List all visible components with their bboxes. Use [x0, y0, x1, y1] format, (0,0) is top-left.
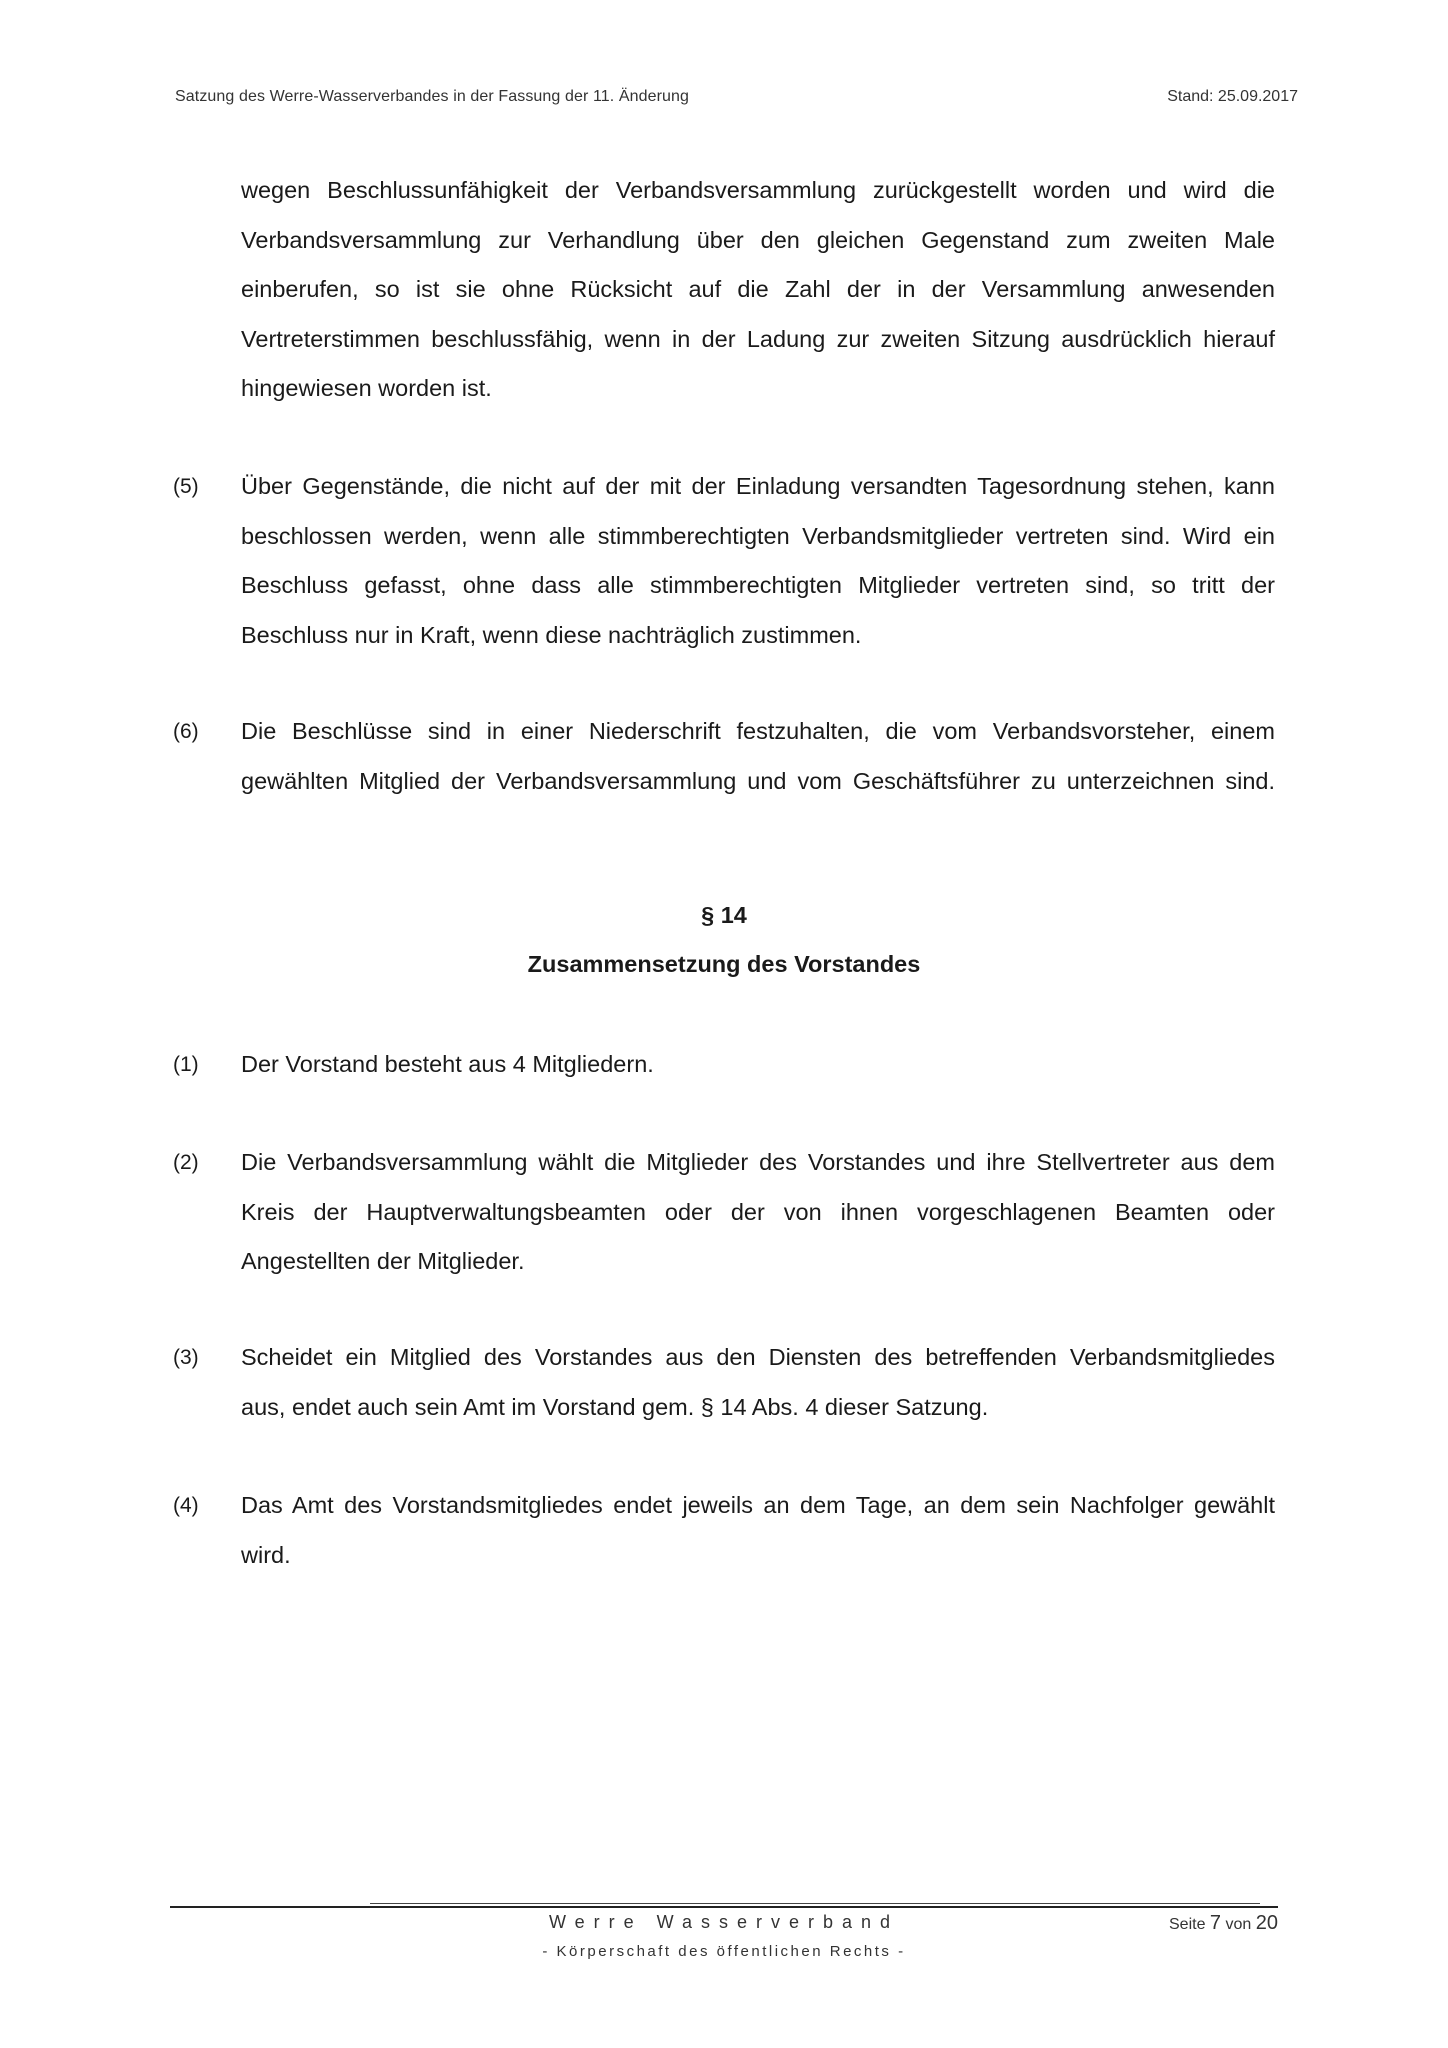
- section-title: Zusammensetzung des Vorstandes: [527, 951, 921, 977]
- text-line: Über Gegenstände, die nicht auf der mit der Einladung versandten Tagesordnung stehen, kann: [241, 473, 1275, 499]
- text-line: beschlossen werden, wenn alle stimmberechtigten Verbandsmitglieder vertreten sind. Wird ein: [241, 522, 1275, 549]
- paragraph-5: [241, 462, 1275, 660]
- paragraph-number: (1): [173, 1053, 199, 1076]
- s14-paragraph-1: [241, 1040, 1275, 1090]
- text-line: Kreis der Hauptverwaltungsbeamten oder der von ihnen vorgeschlagenen Beamten oder: [241, 1198, 1275, 1225]
- text-line: Beschluss nur in Kraft, wenn diese nachträglich zustimmen.: [241, 621, 862, 648]
- s14-paragraph-3: [241, 1333, 1275, 1432]
- text-line: hingewiesen worden ist.: [241, 375, 492, 401]
- page-separator: von: [1225, 1916, 1252, 1933]
- text-line: Die Verbandsversammlung wählt die Mitglieder des Vorstandes und ihre Stellvertreter aus dem: [241, 1149, 1275, 1175]
- footer-divider: [170, 1906, 1278, 1908]
- text-line: Scheidet ein Mitglied des Vorstandes aus den Diensten des betreffenden Verbandsmitgliedes: [241, 1344, 1275, 1370]
- page-current: 7: [1209, 1912, 1222, 1934]
- footer-org-subtitle: - Körperschaft des öffentlichen Rechts -: [542, 1943, 906, 1960]
- page-total: 20: [1255, 1912, 1278, 1934]
- section-number: § 14: [701, 902, 747, 928]
- paragraph-number: (2): [173, 1151, 199, 1174]
- text-line: wird.: [241, 1541, 291, 1568]
- text-line: aus, endet auch sein Amt im Vorstand gem. § 14 Abs. 4 dieser Satzung.: [241, 1393, 989, 1420]
- continuation-paragraph: [241, 166, 1275, 414]
- paragraph-number: (4): [173, 1494, 199, 1517]
- text-line: Beschluss gefasst, ohne dass alle stimmberechtigten Mitglieder vertreten sind, so tritt der: [241, 572, 1275, 598]
- text-line: einberufen, so ist sie ohne Rücksicht auf die Zahl der in der Versammlung anwesenden: [241, 276, 1275, 302]
- text-line: Angestellten der Mitglieder.: [241, 1248, 525, 1274]
- header-date: Stand: 25.09.2017: [1167, 88, 1298, 105]
- footer-divider-thin: [370, 1903, 1260, 1904]
- s14-paragraph-4: [241, 1481, 1275, 1580]
- paragraph-number: (3): [173, 1346, 199, 1369]
- text-line: gewählten Mitglied der Verbandsversammlung und vom Geschäftsführer zu unterzeichnen sind.: [241, 767, 1275, 794]
- text-line: Die Beschlüsse sind in einer Niederschrift festzuhalten, die vom Verbandsvorsteher, einem: [241, 718, 1275, 744]
- paragraph-number: (6): [173, 720, 199, 743]
- paragraph-6: [241, 707, 1275, 806]
- text-line: Das Amt des Vorstandsmitgliedes endet jeweils an dem Tage, an dem sein Nachfolger gewählt: [241, 1492, 1275, 1518]
- text-line: Vertreterstimmen beschlussfähig, wenn in der Ladung zur zweiten Sitzung ausdrücklich hierauf: [241, 325, 1275, 352]
- text-line: Verbandsversammlung zur Verhandlung über den gleichen Gegenstand zum zweiten Male: [241, 226, 1275, 253]
- s14-paragraph-2: [241, 1138, 1275, 1287]
- page-prefix: Seite: [1169, 1916, 1206, 1933]
- paragraph-number: (5): [173, 475, 199, 498]
- text-line: wegen Beschlussunfähigkeit der Verbandsversammlung zurückgestellt worden und wird die: [241, 177, 1275, 203]
- footer-org-name: Werre Wasserverband: [548, 1912, 900, 1932]
- page-number: [1169, 1912, 1278, 1935]
- text-line: Der Vorstand besteht aus 4 Mitgliedern.: [241, 1051, 654, 1077]
- header-title: Satzung des Werre-Wasserverbandes in der Fassung der 11. Änderung: [175, 88, 690, 105]
